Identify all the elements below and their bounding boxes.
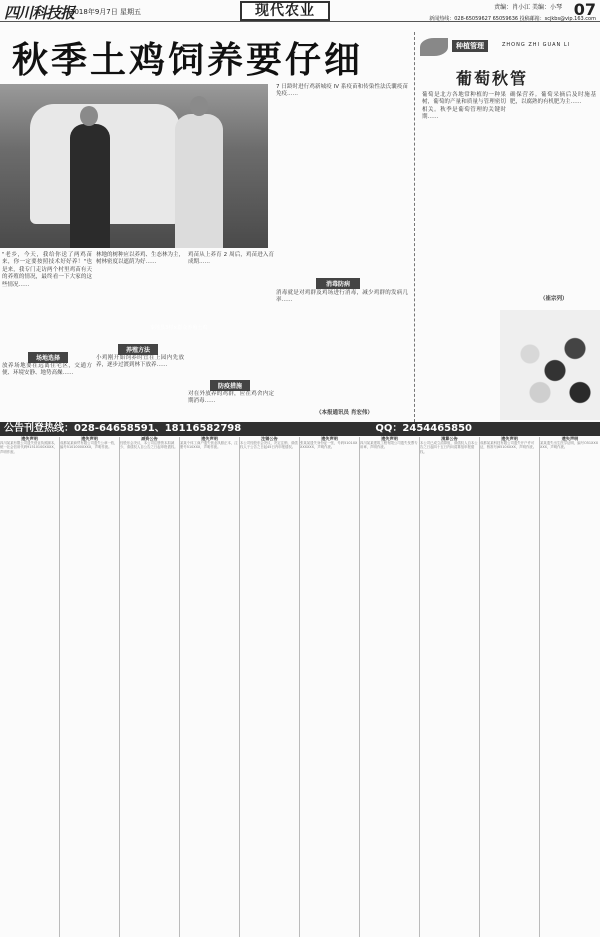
leaf-icon: [420, 38, 448, 56]
article-col1b: 放养场地要在远离住宅区，交通方便、环境安静、地势高燥……: [2, 363, 92, 377]
column-author: （崔宗列）: [540, 296, 568, 302]
ad-block: 遗失声明 某某个体工商户遗失营业执照正本，注册号510XXX，声明作废。: [180, 437, 240, 937]
editors-line: 责编：肖小江 美编：小琴: [494, 4, 562, 11]
classified-ads: [0, 437, 600, 937]
subhead-prevent: 防疫措施: [210, 380, 250, 391]
subhead-method: 养殖方法: [118, 344, 158, 355]
ad-block: 遗失声明 成都某某商贸有限公司遗失公章一枚，编号5101000XXXX，声明作废。: [60, 437, 120, 937]
article-col1: "老乡，今天，我给你送了两鸡苗来，你一定要按照技术好好养！"也是来，我专门走访两个村里鸡苗有天的养殖的情况，最终看一下大家的这些情况……: [2, 252, 92, 288]
article-col4: 7 日龄时进行鸡新城疫 IV 系疫苗和传染性法氏囊疫苗免疫……: [276, 84, 408, 98]
article-col2b: 小鸡刚开始饲养时宜在上园内先放养，逐步过渡到林下放养……: [96, 355, 184, 369]
issue-date: 2018年9月7日 星期五: [70, 8, 141, 16]
article-headline: 秋季土鸡饲养要仔细: [12, 39, 364, 81]
article-author: （本报通讯员 肖宏伟）: [316, 410, 373, 416]
ad-block: 遗失声明 四川某某建筑工程有限公司遗失发票专用章，声明作废。: [360, 437, 420, 937]
ad-hotline-banner: [0, 422, 600, 436]
ad-qq: QQ：2454465850: [375, 423, 472, 434]
section-title: 现代农业: [240, 1, 330, 21]
person-left-shape: [70, 124, 110, 248]
ad-block: 注销公告 本公司经股东会决议，决定注销，请债权人于公告之日起45日内申报债权。: [240, 437, 300, 937]
newspaper-logo: 四川科技报: [4, 4, 75, 22]
subhead-site: 场地选择: [28, 352, 68, 363]
column-banner: [420, 38, 590, 56]
article-col4b: 消毒就是对鸡群及鸡场进行消毒，减少鸡群的发病几率……: [276, 290, 408, 304]
subhead-disinfect: 消毒防病: [316, 278, 360, 289]
ad-block: 减资公告 经股东会决议，本公司注册资本拟减少，请债权人自公告之日起申报债权。: [120, 437, 180, 937]
grapes-image: [500, 310, 600, 420]
photo-caption: 秦地县3村×群众养殖土鸡: [150, 325, 208, 331]
column-title: 葡萄秋管: [456, 69, 529, 88]
article-col3b: 对在外放养的鸡群，应在鸡舍内定期消毒……: [188, 391, 274, 405]
article-col3: 鸡苗从上养育 2 周后，鸡苗进入育成期……: [188, 252, 274, 266]
column-body2: 确保营养。葡萄采摘后及时施基肥，以腐熟的有机肥为主……: [510, 92, 596, 106]
article-col2: 林地的树种应以养鸡、生态林为主，树林密度以遮荫为好……: [96, 252, 185, 266]
masthead: [0, 0, 600, 22]
column-pinyin: ZHONG ZHI GUAN LI: [502, 42, 571, 48]
page-number: 07: [573, 0, 596, 19]
ad-block: 遗失声明 张某某遗失身份证一张，号码5101XXXXXXXX，声明作废。: [300, 437, 360, 937]
person-right-head: [190, 96, 208, 116]
ad-block: 遗失声明 四川某某有限公司遗失营业执照副本，统一社会信用代码91510100XXXX，声明作废。: [0, 437, 60, 937]
ad-hotline: 公告刊登热线：028-64658591、18116582798: [4, 423, 242, 434]
person-left-head: [80, 106, 98, 126]
ad-block: 遗失声明 某某遗失出生医学证明，编号O51XXXXXX，声明作废。: [540, 436, 599, 450]
ad-block: 清算公告 本公司已成立清算组，请债权人自本公告之日起四十五日内向清算组申报债权。: [420, 437, 480, 937]
ad-block: 遗失声明 成都某某科技有限公司遗失开户许可证，核准号J6510XXXX，声明作废。: [480, 437, 540, 937]
person-right-shape: [175, 114, 223, 248]
contact-line: 新闻热线：028-65059627 65059636 投稿邮箱：scjkbs@vip.163.com: [429, 16, 596, 22]
column-label: 种植管理: [452, 40, 488, 52]
column-body1: 葡萄是北方各地常种植的一种果树，葡萄的产量和质量与管理密切相关。秋季是葡萄管理的关键时期……: [422, 92, 506, 121]
